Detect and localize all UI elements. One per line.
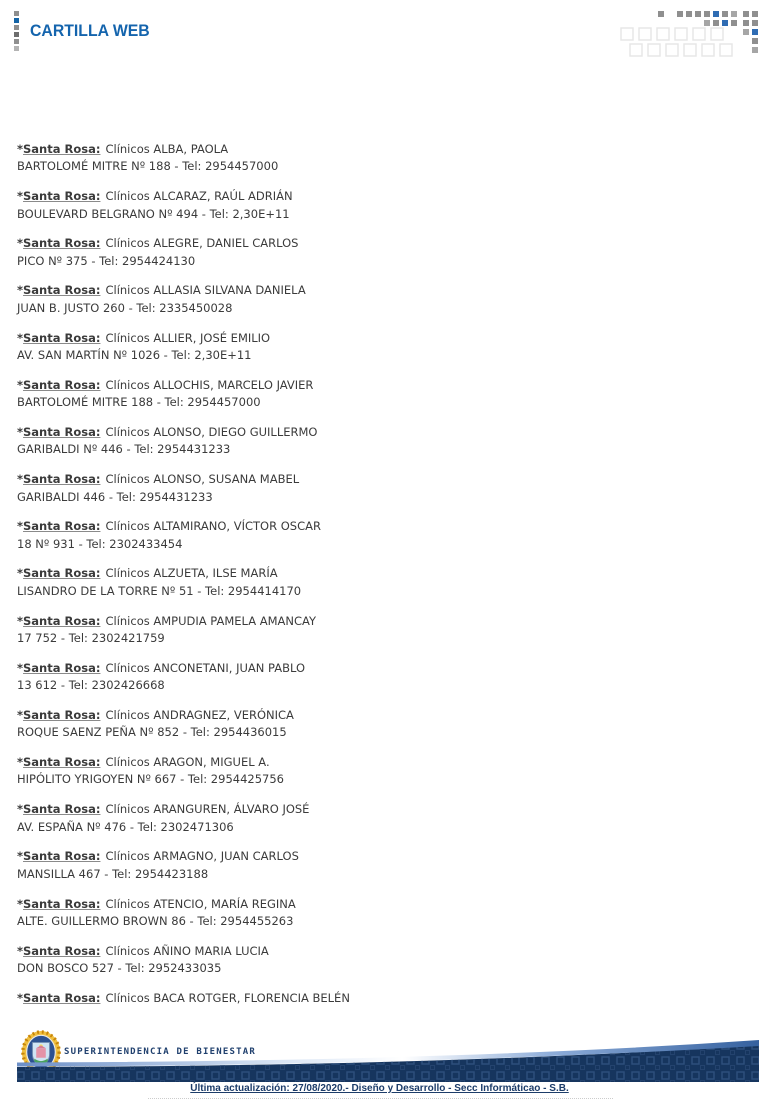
entry-bullet: *: [17, 943, 24, 958]
entry-provider-name: Clínicos AMPUDIA PAMELA AMANCAY: [105, 613, 317, 628]
provider-entry: [17, 848, 617, 883]
entry-address-phone: HIPÓLITO YRIGOYEN Nº 667 - Tel: 2954425756: [17, 772, 284, 787]
entry-city-label: Santa Rosa:: [23, 660, 101, 675]
entry-provider-name: Clínicos ATENCIO, MARÍA REGINA: [105, 896, 296, 911]
entry-provider-name: Clínicos ALLASIA SILVANA DANIELA: [105, 283, 306, 298]
org-name: SUPERINTENDENCIA DE BIENESTAR: [64, 1047, 256, 1057]
entry-city-label: Santa Rosa:: [23, 142, 101, 156]
app-title: CARTILLA WEB: [30, 21, 150, 40]
entry-city-label: Santa Rosa:: [23, 943, 101, 958]
entry-city-label: Santa Rosa:: [23, 330, 101, 345]
entry-city-label: Santa Rosa:: [23, 377, 101, 392]
entry-provider-name: Clínicos ALBA, PAOLA: [105, 142, 229, 156]
entry-bullet: *: [17, 189, 24, 204]
entry-city-label: Santa Rosa:: [23, 236, 101, 251]
entry-city-label: Santa Rosa:: [23, 896, 101, 911]
entry-city-label: Santa Rosa:: [23, 519, 101, 534]
entry-bullet: *: [17, 236, 24, 251]
entry-provider-name: Clínicos ANDRAGNEZ, VERÓNICA: [105, 707, 294, 722]
entry-address-phone: MANSILLA 467 - Tel: 2954423188: [17, 866, 209, 881]
entry-city-label: Santa Rosa:: [23, 802, 101, 817]
entry-header-line: [17, 377, 617, 394]
entry-header-line: [17, 990, 617, 1007]
entry-bullet: *: [17, 990, 24, 1005]
entry-bullet: *: [17, 566, 24, 581]
entry-address-phone: JUAN B. JUSTO 260 - Tel: 2335450028: [17, 300, 233, 315]
entry-address-phone: ROQUE SAENZ PEÑA Nº 852 - Tel: 2954436015: [17, 725, 287, 740]
provider-entry: [17, 990, 617, 1007]
entry-provider-name: Clínicos ALEGRE, DANIEL CARLOS: [105, 236, 299, 251]
entry-header-line: [17, 943, 617, 960]
entry-header-line: [17, 613, 617, 630]
entry-header-line: [17, 141, 617, 158]
brand-logo: [14, 11, 159, 51]
entry-bullet: *: [17, 283, 24, 298]
entry-bullet: *: [17, 613, 24, 628]
provider-entry: [17, 801, 617, 836]
entry-address-phone: PICO Nº 375 - Tel: 2954424130: [17, 253, 196, 268]
entry-header-line: [17, 330, 617, 347]
entry-address-phone: AV. ESPAÑA Nº 476 - Tel: 2302471306: [17, 819, 234, 834]
provider-entry: [17, 330, 617, 365]
provider-entry: [17, 896, 617, 931]
entry-address-phone: BARTOLOMÉ MITRE Nº 188 - Tel: 2954457000: [17, 159, 279, 174]
entry-header-line: [17, 896, 617, 913]
entry-city-label: Santa Rosa:: [23, 472, 101, 487]
last-update-line: Última actualización: 27/08/2020.- Diseño y Desarrollo - Secc Informáticao - S.B.: [190, 1083, 569, 1094]
provider-entry: [17, 424, 617, 459]
entry-provider-name: Clínicos ALLIER, JOSÉ EMILIO: [105, 330, 271, 345]
header-mosaic-decoration-icon: [619, 8, 759, 63]
provider-entry: [17, 613, 617, 648]
entry-header-line: [17, 424, 617, 441]
entry-header-line: [17, 848, 617, 865]
provider-entry: [17, 235, 617, 270]
entry-provider-name: Clínicos ANCONETANI, JUAN PABLO: [105, 660, 306, 675]
entry-bullet: *: [17, 519, 24, 534]
entry-bullet: *: [17, 849, 24, 864]
entry-provider-name: Clínicos ALZUETA, ILSE MARÍA: [105, 566, 278, 581]
entry-bullet: *: [17, 896, 24, 911]
entry-address-phone: GARIBALDI Nº 446 - Tel: 2954431233: [17, 442, 231, 457]
entry-city-label: Santa Rosa:: [23, 990, 101, 1005]
entry-city-label: Santa Rosa:: [23, 613, 101, 628]
entry-header-line: [17, 518, 617, 535]
provider-entry: [17, 565, 617, 600]
entry-city-label: Santa Rosa:: [23, 707, 101, 722]
provider-entry: [17, 377, 617, 412]
entry-header-line: [17, 471, 617, 488]
entry-header-line: [17, 660, 617, 677]
entry-provider-name: Clínicos ALLOCHIS, MARCELO JAVIER: [105, 377, 314, 392]
provider-entry: [17, 141, 617, 176]
provider-entry: [17, 518, 617, 553]
provider-entry: [17, 188, 617, 223]
entry-provider-name: Clínicos ARAGON, MIGUEL A.: [105, 755, 270, 770]
provider-entry: [17, 660, 617, 695]
footer-dotted-divider: [148, 1098, 613, 1099]
entry-bullet: *: [17, 755, 24, 770]
entry-provider-name: Clínicos ALONSO, DIEGO GUILLERMO: [105, 424, 318, 439]
brand-squares-icon: [14, 11, 19, 51]
entry-city-label: Santa Rosa:: [23, 424, 101, 439]
entry-provider-name: Clínicos AÑINO MARIA LUCIA: [105, 943, 269, 958]
entry-address-phone: BOULEVARD BELGRANO Nº 494 - Tel: 2,30E+11: [17, 206, 290, 221]
entry-provider-name: Clínicos ALTAMIRANO, VÍCTOR OSCAR: [105, 519, 321, 534]
entry-city-label: Santa Rosa:: [23, 849, 101, 864]
provider-entry: [17, 943, 617, 978]
entry-provider-name: Clínicos BACA ROTGER, FLORENCIA BELÉN: [105, 990, 350, 1005]
entry-header-line: [17, 565, 617, 582]
entry-bullet: *: [17, 472, 24, 487]
entry-bullet: *: [17, 142, 24, 156]
provider-entry: [17, 471, 617, 506]
entry-header-line: [17, 235, 617, 252]
entry-city-label: Santa Rosa:: [23, 755, 101, 770]
provider-list: [17, 141, 617, 1020]
entry-city-label: Santa Rosa:: [23, 283, 101, 298]
entry-header-line: [17, 707, 617, 724]
entry-address-phone: AV. SAN MARTÍN Nº 1026 - Tel: 2,30E+11: [17, 348, 252, 363]
entry-bullet: *: [17, 660, 24, 675]
provider-entry: [17, 754, 617, 789]
entry-bullet: *: [17, 707, 24, 722]
provider-entry: [17, 282, 617, 317]
entry-address-phone: LISANDRO DE LA TORRE Nº 51 - Tel: 2954414170: [17, 583, 302, 598]
entry-provider-name: Clínicos ARANGUREN, ÁLVARO JOSÉ: [105, 802, 310, 817]
entry-address-phone: ALTE. GUILLERMO BROWN 86 - Tel: 2954455263: [17, 913, 294, 928]
entry-bullet: *: [17, 802, 24, 817]
entry-header-line: [17, 754, 617, 771]
entry-address-phone: DON BOSCO 527 - Tel: 2952433035: [17, 961, 222, 976]
entry-city-label: Santa Rosa:: [23, 189, 101, 204]
entry-city-label: Santa Rosa:: [23, 566, 101, 581]
entry-address-phone: BARTOLOMÉ MITRE 188 - Tel: 2954457000: [17, 395, 261, 410]
entry-address-phone: 13 612 - Tel: 2302426668: [17, 678, 165, 693]
entry-bullet: *: [17, 377, 24, 392]
entry-header-line: [17, 282, 617, 299]
entry-address-phone: 18 Nº 931 - Tel: 2302433454: [17, 536, 183, 551]
entry-provider-name: Clínicos ARMAGNO, JUAN CARLOS: [105, 849, 299, 864]
page-footer: [0, 1028, 759, 1101]
entry-bullet: *: [17, 424, 24, 439]
provider-entry: [17, 707, 617, 742]
entry-bullet: *: [17, 330, 24, 345]
entry-address-phone: 17 752 - Tel: 2302421759: [17, 630, 165, 645]
entry-header-line: [17, 801, 617, 818]
footer-swoosh-decoration: [0, 1040, 759, 1084]
entry-address-phone: GARIBALDI 446 - Tel: 2954431233: [17, 489, 213, 504]
entry-provider-name: Clínicos ALCARAZ, RAÚL ADRIÁN: [105, 189, 293, 204]
entry-header-line: [17, 188, 617, 205]
entry-provider-name: Clínicos ALONSO, SUSANA MABEL: [105, 472, 300, 487]
